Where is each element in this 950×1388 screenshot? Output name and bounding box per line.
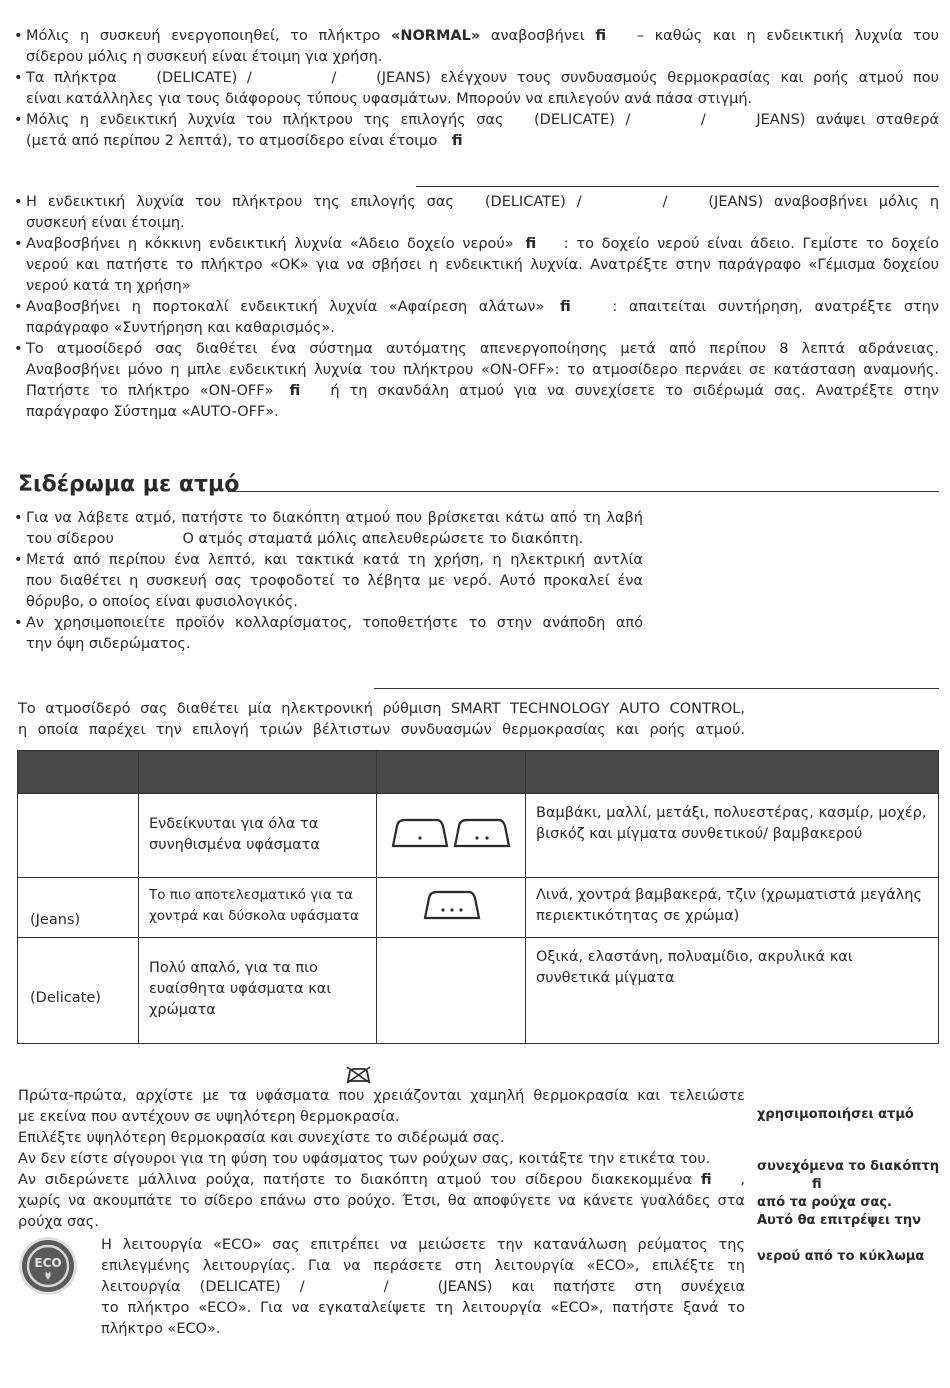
bullet: • — [14, 70, 23, 86]
bullet: • — [14, 112, 23, 128]
paragraph-line — [26, 381, 939, 402]
eco-icon-label: ECO — [34, 1256, 62, 1270]
text: Αν σιδερώνετε μάλλινα ρούχα, πατήστε το διακόπτη ατμού του σίδερου διακεκομμένα — [18, 1172, 693, 1188]
paragraph-line — [26, 234, 939, 255]
text: Ο ατμός σταματά μόλις απελευθερώσετε το διακόπτη. — [182, 531, 584, 547]
slash: / — [700, 112, 706, 128]
bullet: • — [14, 28, 23, 44]
paragraph-line: είναι κατάλληλες για τους διάφορους τύπους υφασμάτων. Μπορούν να επιλεγούν ανά πάσα στιγμή. — [26, 91, 753, 107]
on-off-glyph: ﬁ — [289, 383, 301, 399]
bullet: • — [14, 194, 23, 210]
text: (μετά από περίπου 2 λεπτά), το ατμοσίδερο είναι έτοιμο — [26, 133, 438, 149]
text: ή τη σκανδάλη ατμού για να συνεχίσετε το σιδέρωμά σας. Ανατρέξτε στην — [330, 383, 940, 399]
text: (JEANS) ελέγχουν τους συνδυασμούς θερμοκρασίας και ροής ατμού που — [376, 70, 940, 86]
desc-cell — [139, 794, 377, 878]
mode-label: (Jeans) — [30, 912, 81, 928]
paragraph-line — [26, 110, 939, 131]
slash: / — [662, 194, 668, 210]
header-cell — [18, 751, 139, 794]
fabric-cell — [526, 878, 939, 938]
section-rule — [416, 186, 939, 187]
paragraph-line: Αναβοσβήνει μόνο η μπλε ενδεικτική λυχνία του πλήκτρου «ON-OFF»: το ατμοσίδερο περνάει σε κατάσταση αναμονής. — [26, 362, 939, 378]
header-cell — [377, 751, 526, 794]
mode-cell — [18, 794, 139, 878]
side-note: νερού από το κύκλωμα — [757, 1249, 925, 1264]
paragraph-line — [26, 26, 939, 47]
text: Πατήστε το πλήκτρο «ON-OFF» — [26, 383, 274, 399]
text: Αναβοσβήνει η κόκκινη ενδεικτική λυχνία «Άδειο δοχείο νερού» — [26, 236, 514, 252]
mode-description: Ενδείκνυται για όλα τα συνηθισμένα υφάσματα — [149, 816, 320, 853]
text: αναβοσβήνει — [490, 28, 585, 44]
text: (JEANS) αναβοσβήνει μόλις η — [708, 194, 940, 210]
text: – καθώς και η ενδεικτική λυχνία του — [636, 28, 940, 44]
fabric-cell — [526, 938, 939, 1044]
bullet: • — [14, 615, 23, 631]
paragraph-line: με εκείνα που αντέχουν σε υψηλότερη θερμοκρασία. — [18, 1109, 400, 1125]
bullet: • — [14, 510, 23, 526]
delicate-label: (DELICATE) / — [484, 194, 582, 210]
paragraph-line — [26, 529, 643, 550]
mode-label: (Delicate) — [30, 990, 101, 1006]
side-note: συνεχόμενα το διακόπτη — [757, 1159, 940, 1174]
paragraph-line: Για να λάβετε ατμό, πατήστε το διακόπτη ατμού που βρίσκεται κάτω από τη λαβή — [26, 510, 643, 526]
paragraph-line: νερού κατά τη χρήση» — [26, 278, 191, 294]
fabric-list: Βαμβάκι, μαλλί, μετάξι, πολυεστέρας, κασμίρ, μοχέρ, βισκόζ και μίγματα συνθετικού/ βαμβακερού — [536, 805, 927, 842]
paragraph-line: Επιλέξτε υψηλότερη θερμοκρασία και συνεχίστε το σιδέρωμά σας. — [18, 1130, 505, 1146]
side-note: από τα ρούχα σας. — [757, 1195, 892, 1210]
paragraph-line: Αν χρησιμοποιείτε προϊόν κολλαρίσματος, τοποθετήστε το στην ανάποδη από — [26, 615, 643, 631]
fabric-cell — [526, 794, 939, 878]
icon-cell — [377, 938, 526, 1044]
paragraph-line: Πρώτα-πρώτα, αρχίστε με τα υφάσματα που χρειάζονται χαμηλή θερμοκρασία και τελειώστε — [18, 1088, 745, 1104]
paragraph-line — [101, 1277, 745, 1298]
mode-cell — [18, 878, 139, 938]
delicate-label: (DELICATE) / — [534, 112, 631, 128]
table-row — [18, 878, 939, 938]
steam-glyph: ﬁ — [700, 1172, 712, 1188]
bullet: • — [14, 341, 23, 357]
paragraph-line: παράγραφο «Συντήρηση και καθαρισμός». — [26, 320, 335, 336]
header-cell — [139, 751, 377, 794]
paragraph-line: επιλεγμένης λειτουργίας. Για να περάσετε στη λειτουργία «ECO», επιλέξτε τη — [101, 1258, 745, 1274]
text: JEANS) ανάψει σταθερά — [756, 112, 939, 128]
text: λειτουργία — [101, 1279, 181, 1295]
paragraph-line — [26, 131, 939, 152]
bullet: • — [14, 552, 23, 568]
table-row — [18, 794, 939, 878]
slash: / — [331, 70, 337, 86]
paragraph-line: νερού και πατήστε το πλήκτρο «OK» για να σβήσει η ενδεικτική λυχνία. Ανατρέξτε στην παράγραφο «Γέμισμα δοχείου — [26, 257, 939, 273]
fabric-list: Λινά, χοντρά βαμβακερά, τζιν (χρωματιστά μεγάλης περιεκτικότητας σε χρώμα) — [536, 887, 922, 924]
text: , — [740, 1172, 745, 1188]
text: Μόλις η συσκευή ενεργοποιηθεί, το πλήκτρο — [26, 28, 381, 44]
paragraph-line: πλήκτρο «ECO». — [101, 1321, 221, 1337]
paragraph-line: το πλήκτρο «ECO». Για να εγκαταλείψετε τη λειτουργία «ECO», πατήστε ξανά το — [101, 1300, 745, 1316]
no-steam-icon — [345, 1066, 371, 1084]
paragraph-line: Μετά από περίπου ένα λεπτό, και τακτικά κατά τη χρήση, η ηλεκτρική αντλία — [26, 552, 643, 568]
blink-glyph: ﬁ — [595, 28, 607, 44]
paragraph-line: θόρυβο, ο οποίος είναι φυσιολογικός. — [26, 594, 298, 610]
paragraph-line: σίδερου μόλις η συσκευή είναι έτοιμη για χρήση. — [26, 49, 383, 65]
paragraph-line — [26, 68, 939, 89]
iron-icons — [387, 812, 515, 852]
water-empty-glyph: ﬁ — [525, 236, 537, 252]
paragraph-line: Το ατμοσίδερό σας διαθέτει μία ηλεκτρονική ρύθμιση SMART TECHNOLOGY AUTO CONTROL, — [18, 701, 745, 717]
icon-cell — [377, 794, 526, 878]
paragraph-line: Η λειτουργία «ECO» σας επιτρέπει να μειώσετε την κατανάλωση ρεύματος της — [101, 1237, 745, 1253]
text: Μόλις η ενδεικτική λυχνία του πλήκτρου της επιλογής σας — [26, 112, 504, 128]
delicate-label: (DELICATE) / — [156, 70, 252, 86]
paragraph-line: την όψη σιδερώματος. — [26, 636, 191, 652]
paragraph-line — [18, 1170, 745, 1191]
side-note: Αυτό θα επιτρέψει την — [757, 1213, 921, 1228]
iron-one-dot-icon — [393, 820, 447, 846]
header-cell — [526, 751, 939, 794]
text: Η ενδεικτική λυχνία του πλήκτρου της επιλογής σας — [26, 194, 454, 210]
mode-cell — [18, 938, 139, 1044]
descale-glyph: ﬁ — [559, 299, 571, 315]
table-header-row — [18, 751, 939, 794]
paragraph-line: Το ατμοσίδερό σας διαθέτει ένα σύστημα αυτόματης απενεργοποίησης μετά από περίπου 8 λεπτά αδράνειας. — [26, 341, 939, 357]
ready-glyph: ﬁ — [451, 133, 463, 149]
iron-two-dots-icon — [455, 820, 509, 846]
paragraph-line: συσκευή είναι έτοιμη. — [26, 215, 185, 231]
paragraph-line — [26, 297, 939, 318]
eco-icon — [18, 1236, 78, 1296]
table-row — [18, 938, 939, 1044]
bullet: • — [14, 299, 23, 315]
section-heading: Σιδέρωμα με ατμό — [18, 472, 240, 497]
desc-cell — [139, 878, 377, 938]
paragraph-line: Αν δεν είστε σίγουροι για τη φύση του υφάσματος των ρούχων σας, κοιτάξτε την ετικέτα του. — [18, 1151, 711, 1167]
desc-cell — [139, 938, 377, 1044]
normal-key-label: «NORMAL» — [390, 28, 481, 44]
mode-description: Το πιο αποτελεσματικό για τα χοντρά και δύσκολα υφάσματα — [149, 887, 359, 924]
paragraph-line: που διαθέτει η συσκευή σας τροφοδοτεί το λέβητα με νερό. Αυτό προκαλεί ένα — [26, 573, 643, 589]
iron-three-dots-icon — [421, 884, 481, 924]
paragraph-line — [26, 192, 939, 213]
side-note: χρησιμοποιήσει ατμό — [757, 1107, 914, 1122]
modes-table — [17, 750, 939, 1044]
text: Αναβοσβήνει η πορτοκαλί ενδεικτική λυχνία «Αφαίρεση αλάτων» — [26, 299, 545, 315]
bullet: • — [14, 236, 23, 252]
text: : απαιτείται συντήρηση, ανατρέξτε στην — [612, 299, 940, 315]
text: (JEANS) και πατήστε στη συνέχεια — [437, 1279, 746, 1295]
heading-rule — [228, 491, 939, 492]
paragraph-line: η οποία παρέχει την επιλογή τριών βέλτιστων συνδυασμών θερμοκρασίας και ροής ατμού. — [18, 722, 745, 738]
text: Τα πλήκτρα — [26, 70, 117, 86]
paragraph-line: παράγραφο Σύστημα «AUTO-OFF». — [26, 404, 279, 420]
side-note-glyph: ﬁ — [812, 1177, 822, 1192]
mode-label — [18, 794, 138, 824]
text: του σίδερου — [26, 531, 114, 547]
section-rule — [374, 688, 939, 689]
paragraph-line: ρούχα σας. — [18, 1214, 99, 1230]
paragraph-line: χωρίς να ακουμπάτε το σίδερο επάνω στο ρούχο. Έτσι, θα αποφύγετε να κάνετε γυαλάδες στα — [18, 1193, 745, 1209]
slash: / — [383, 1279, 389, 1295]
fabric-list: Οξικά, ελαστάνη, πολυαμίδιο, ακρυλικά και συνθετικά μίγματα — [536, 949, 853, 986]
mode-description: Πολύ απαλό, για τα πιο ευαίσθητα υφάσματα και χρώματα — [149, 960, 332, 1018]
icon-cell — [377, 878, 526, 938]
delicate-label: (DELICATE) / — [199, 1279, 305, 1295]
text: : το δοχείο νερού είναι άδειο. Γεμίστε το δοχείο — [563, 236, 940, 252]
